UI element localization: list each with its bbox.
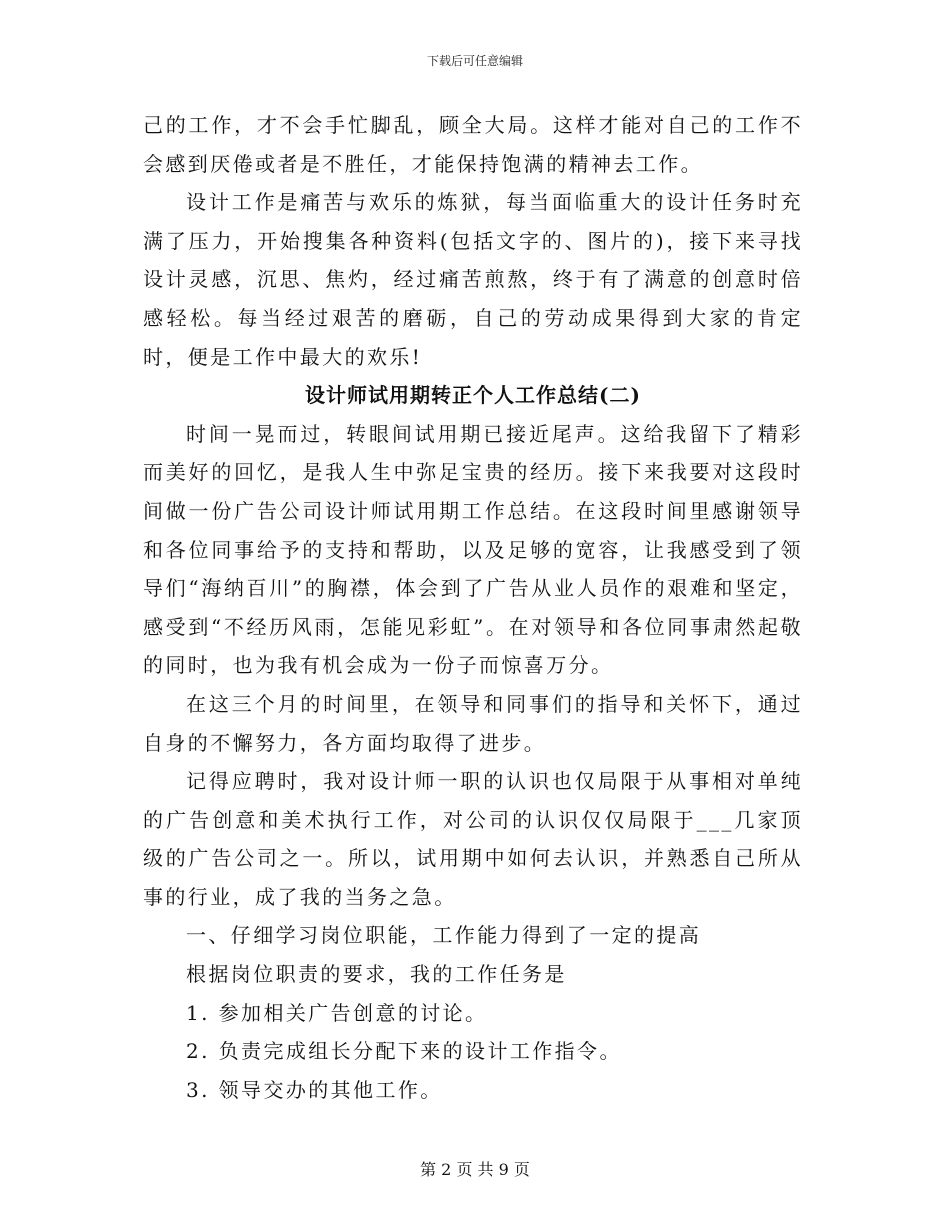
paragraph-design-work: 设计工作是痛苦与欢乐的炼狱，每当面临重大的设计任务时充满了压力，开始搜集各种资料(包括文字的、图片的)，接下来寻找设计灵感，沉思、焦灼，经过痛苦煎熬，终于有了满意的创意时倍感轻松。每当经过艰苦的磨砺，自己的劳动成果得到大家的肯定时，便是工作中最大的欢乐! (143, 190, 803, 369)
paragraph-intro: 时间一晃而过，转眼间试用期已接近尾声。这给我留下了精彩而美好的回忆，是我人生中弥足宝贵的经历。接下来我要对这段时间做一份广告公司设计师试用期工作总结。在这段时间里感谢领导和各位同事给予的支持和帮助，以及足够的宽容，让我感受到了领导们“海纳百川”的胸襟，体会到了广告从业人员作的艰难和坚定，感受到“不经历风雨，怎能见彩虹”。在对领导和各位同事肃然起敬的同时，也为我有机会成为一份子而惊喜万分。 (143, 421, 803, 678)
list-item-2: 2. 负责完成组长分配下来的设计工作指令。 (186, 1039, 622, 1064)
page-body (143, 106, 803, 1109)
page-header: 下载后可任意编辑 (426, 54, 523, 68)
paragraph-continued: 己的工作，才不会手忙脚乱，顾全大局。这样才能对自己的工作不会感到厌倦或者是不胜任，才能保持饱满的精神去工作。 (143, 113, 803, 176)
list-item-1: 1. 参加相关广告创意的讨论。 (186, 1000, 488, 1025)
subheading-study: 一、仔细学习岗位职能，工作能力得到了一定的提高 (186, 923, 702, 948)
section-heading: 设计师试用期转正个人工作总结(二) (305, 383, 641, 408)
page-footer: 第 2 页 共 9 页 (420, 1160, 530, 1179)
paragraph-progress: 在这三个月的时间里，在领导和同事们的指导和关怀下，通过自身的不懈努力，各方面均取得了进步。 (143, 691, 803, 755)
list-item-3: 3. 领导交办的其他工作。 (186, 1077, 443, 1102)
paragraph-recruitment: 记得应聘时，我对设计师一职的认识也仅局限于从事相对单纯的广告创意和美术执行工作，对公司的认识仅仅局限于___几家顶级的广告公司之一。所以，试用期中如何去认识，并熟悉自己所从事的行业，成了我的当务之急。 (143, 769, 803, 909)
paragraph-duties: 根据岗位职责的要求，我的工作任务是 (186, 962, 567, 987)
